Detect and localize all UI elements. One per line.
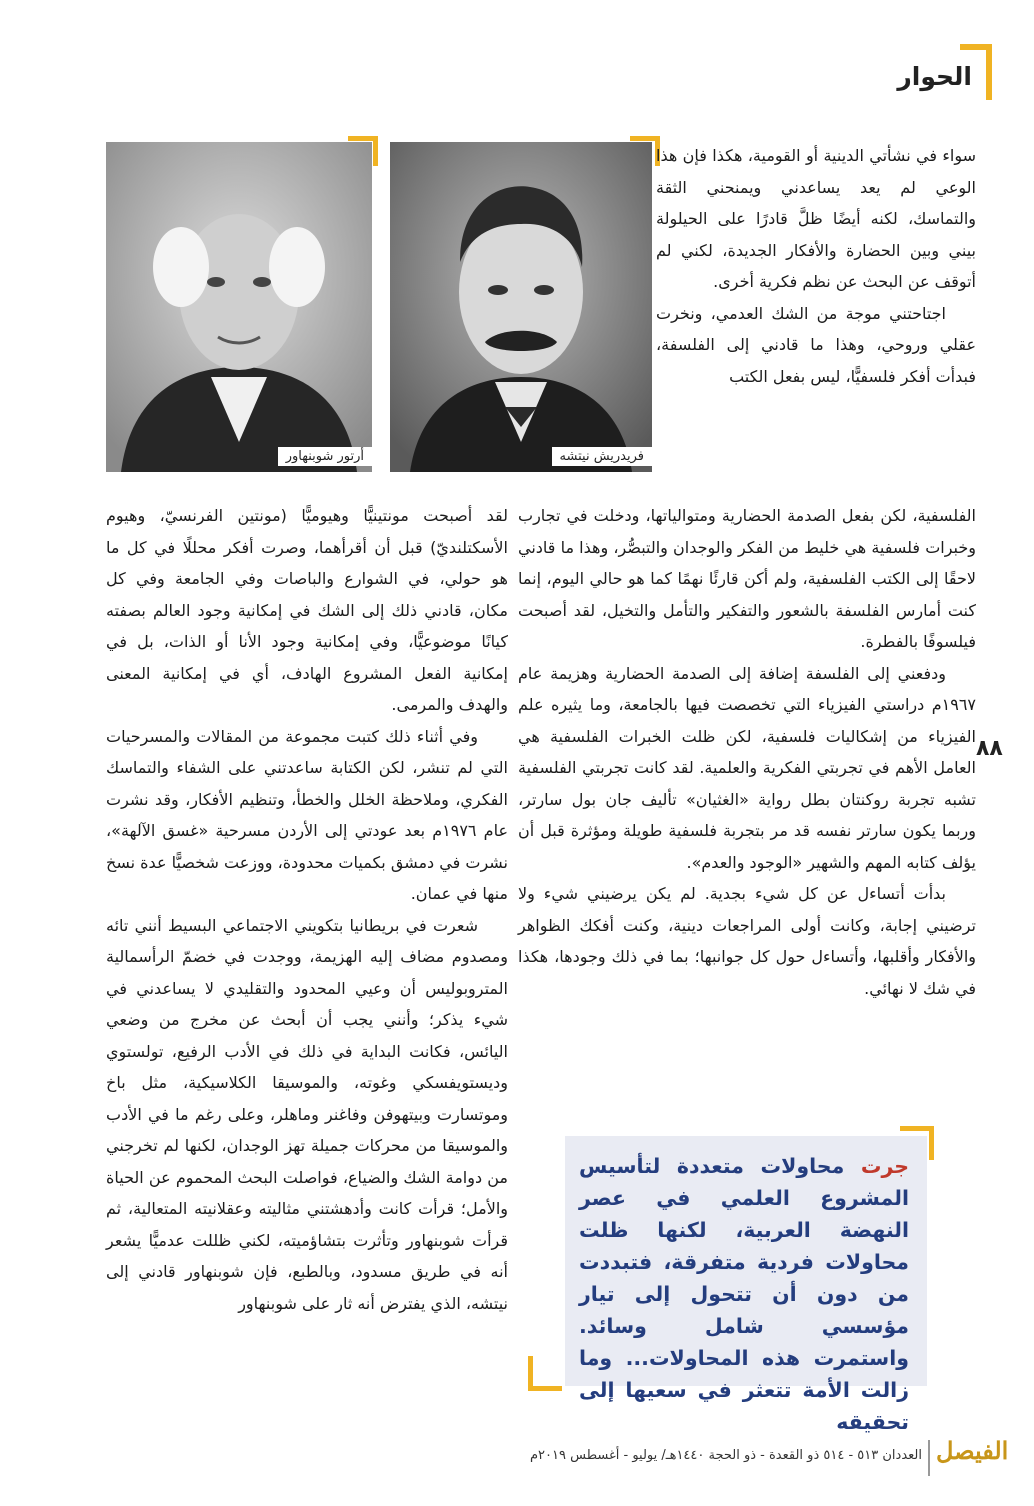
header-accent-bar xyxy=(986,44,992,100)
pull-quote xyxy=(565,1136,927,1434)
footer-issue-info: العددان ٥١٣ - ٥١٤ ذو القعدة - ذو الحجة ١٤٤٠هـ/ يوليو - أغسطس ٢٠١٩م xyxy=(529,1448,922,1463)
quote-accent-bar xyxy=(528,1386,562,1391)
photo-schopenhauer xyxy=(106,142,372,472)
photo-accent-bar xyxy=(373,136,378,166)
section-title: الحوار xyxy=(897,62,972,91)
photo-nietzsche xyxy=(390,142,652,472)
photo-caption-nietzsche: فريدريش نيتشه xyxy=(552,447,652,466)
pull-quote-text xyxy=(579,1150,909,1438)
paragraph: سواء في نشأتي الدينية أو القومية، هكذا فإن هذا الوعي لم يعد يساعدني ويمنحني الثقة والتماسك، لكنه أيضًا ظلَّ قادرًا على الحيلولة بيني وبين الحضارة والأفكار الجديدة، لكني لم أتوقف عن البحث عن نظم فكرية أخرى. xyxy=(656,146,976,291)
page-number: ٨٨ xyxy=(976,736,1003,761)
paragraph: لقد أصبحت مونتينيًّا وهيوميًّا (مونتين الفرنسيّ، وهيوم الأسكتلنديّ) قبل أن أقرأهما، وصرت أفكر محللًا في كل ما هو حولي، في الشوارع والباصات وفي الجامعة وفي كل مكان، قادني ذلك إلى الشك في إمكانية وجود العالم بصفته كيانًا موضوعيًّا، وفي إمكانية وجود الأنا أو الذات، بل في إمكانية الفعل المشروع الهادف، أي في إمكانية المعنى والهدف والمرمى. xyxy=(106,506,508,714)
paragraph: الفلسفية، لكن بفعل الصدمة الحضارية ومتوالياتها، ودخلت في تجارب وخبرات فلسفية هي خليط من الفكر والوجدان والتبصُّر، وهذا ما قادني لاحقًا إلى الكتب الفلسفية، ولم أكن قارئًا نهمًا كما هو حالي اليوم، إنما كنت أمارس الفلسفة بالشعور والتفكير والتأمل والتخيل، لقد أصبحت فيلسوفًا بالفطرة. xyxy=(518,506,976,651)
article-column-right-top xyxy=(656,140,976,392)
pull-quote-accent-word: جرت xyxy=(860,1154,909,1178)
portrait-schopenhauer-image xyxy=(106,142,372,472)
paragraph: اجتاحتني موجة من الشك العدمي، ونخرت عقلي وروحي، وهذا ما قادني إلى الفلسفة، فبدأت أفكر فلسفيًّا، ليس بفعل الكتب xyxy=(656,303,976,386)
magazine-logo: الفيصل xyxy=(936,1436,1009,1465)
portrait-nietzsche-image xyxy=(390,142,652,472)
paragraph: وفي أثناء ذلك كتبت مجموعة من المقالات والمسرحيات التي لم تنشر، لكن الكتابة ساعدتني على الشفاء والتماسك الفكري، وملاحظة الخلل والخطأ، وتنظيم الأفكار، وقد نشرت عام ١٩٧٦م بعد عودتي إلى الأردن مسرحية «غسق الآلهة»، نشرت في دمشق بكميات محدودة، ووزعت شخصيًّا عدة نسخ منها في عمان. xyxy=(106,726,508,903)
article-column-right xyxy=(518,500,976,1004)
article-column-left xyxy=(106,500,508,1319)
photo-caption-schopenhauer: أرتور شوبنهاور xyxy=(278,447,372,466)
pull-quote-body: محاولات متعددة لتأسيس المشروع العلمي في عصر النهضة العربية، لكنها ظلت محاولات فردية متفرقة، فتبددت من دون أن تتحول إلى تيار مؤسسي شامل وسائد. واستمرت هذه المحاولات... وما زالت الأمة تتعثر في سعيها إلى تحقيقه xyxy=(579,1154,909,1434)
paragraph: بدأت أتساءل عن كل شيء بجدية. لم يكن يرضيني شيء ولا ترضيني إجابة، وكانت أولى المراجعات دينية، وكنت أفكك الظواهر والأفكار وأقلبها، وأتساءل حول كل جوانبها؛ بما في ذلك وجودها، هكذا في شك لا نهائي. xyxy=(518,884,976,998)
paragraph: ودفعني إلى الفلسفة إضافة إلى الصدمة الحضارية وهزيمة عام ١٩٦٧م دراستي الفيزياء التي تخصصت فيها بالجامعة، وما يثيره علم الفيزياء من إشكاليات فلسفية، لكن ظلت الخبرات الفلسفية هي العامل الأهم في تجربتي الفكرية والعلمية. لقد كانت تجربتي الفلسفية تشبه تجربة روكنتان بطل رواية «الغثيان» تأليف جان بول سارتر، وربما يكون سارتر نفسه قد مر بتجربة فلسفية طويلة ومؤثرة قبل أن يؤلف كتابه المهم والشهير «الوجود والعدم». xyxy=(518,663,976,872)
quote-accent-bar xyxy=(929,1126,934,1160)
header-accent-bar-top xyxy=(960,44,992,50)
footer-divider xyxy=(928,1440,930,1476)
quote-accent-bar xyxy=(528,1356,533,1390)
paragraph: شعرت في بريطانيا بتكويني الاجتماعي البسيط أنني تائه ومصدوم مضاف إليه الهزيمة، ووجدت في خضمّ الرأسمالية المتروبوليس أن وعيي المحدود والتقليدي لا يساعدني في شيء يذكر؛ وأنني يجب أن أبحث عن مخرج من وضعي اليائس، فكانت البداية في ذلك في الأدب الرفيع، تولستوي وديستويفسكي وغوته، والموسيقا الكلاسيكية، مثل باخ وموتسارت وبيتهوفن وفاغنر وماهلر، وعلى رغم ما في الأدب والموسيقا من محركات جميلة تهز الوجدان، لكنها لم تخرجني من دوامة الشك والضياع، فواصلت البحث المحموم عن الحياة والأمل؛ قرأت كانت وأدهشتني مثاليته وعقلانيته المتعالية، ثم قرأت شوبنهاور وتأثرت بتشاؤميته، لكني ظللت عدميًّا يشعر أنه في طريق مسدود، وبالطبع، فإن شوبنهاور قادني إلى نيتشه، الذي يفترض أنه ثار على شوبنهاور xyxy=(106,915,508,1313)
